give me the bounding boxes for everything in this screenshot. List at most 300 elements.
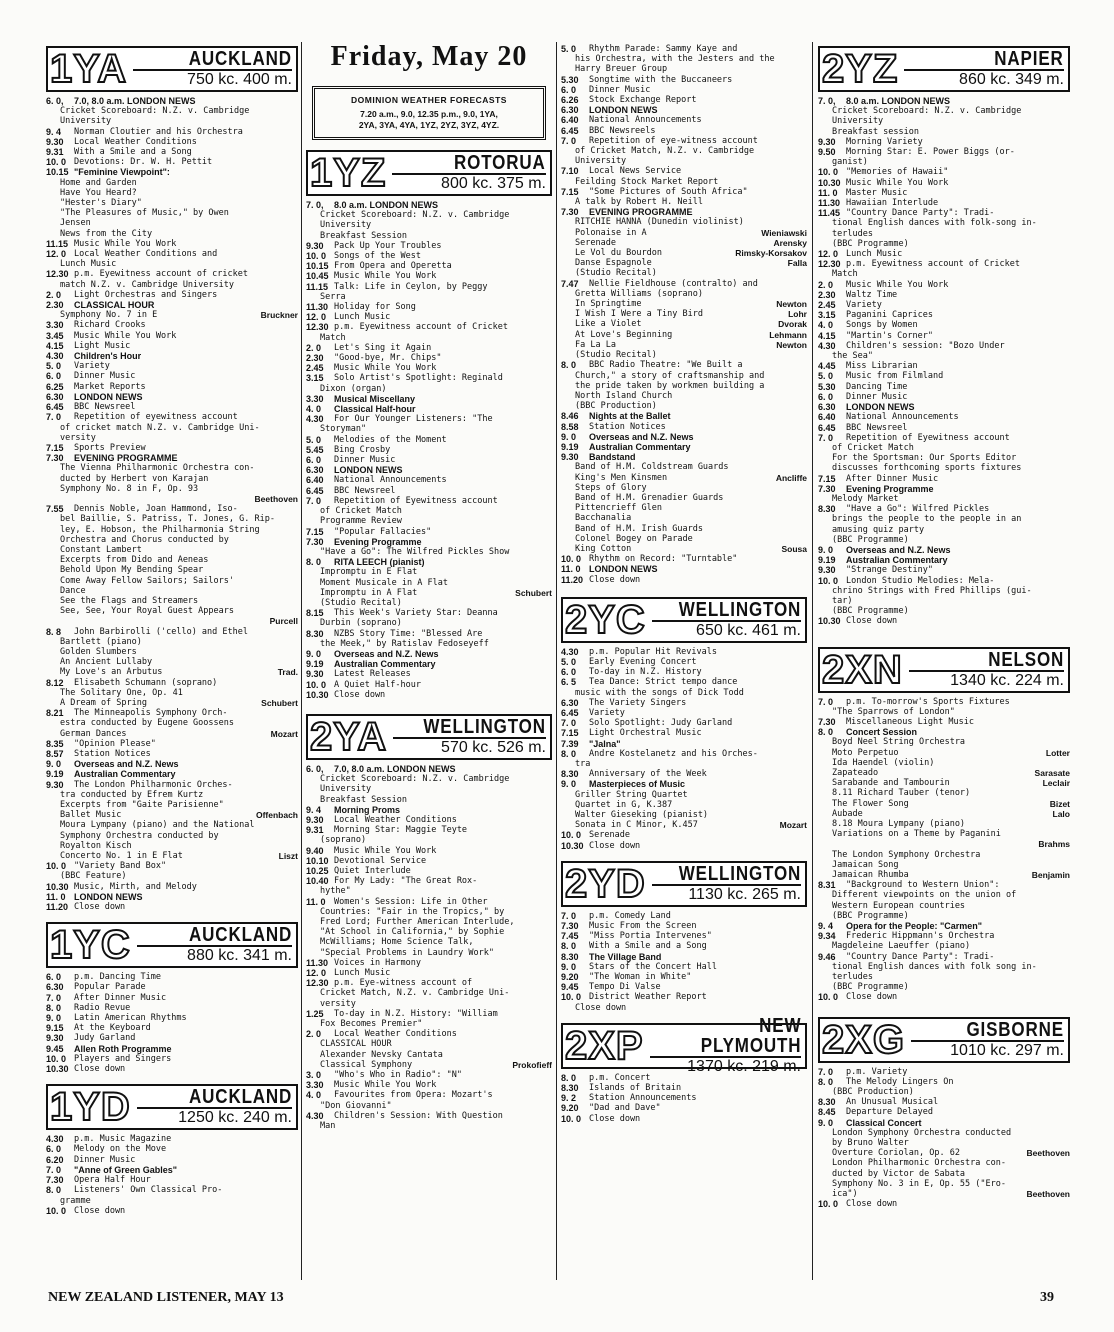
programme-time: 9.46 xyxy=(818,951,836,962)
programme-entry xyxy=(46,1155,298,1165)
callsign: 2YA xyxy=(310,714,388,759)
programme-time: 7.10 xyxy=(561,166,579,177)
programme-detail: Come Away Fellow Sailors; Sailors' xyxy=(60,575,234,586)
programme-entry xyxy=(561,992,807,1002)
programme-entry xyxy=(561,432,807,442)
programme-detail: Close down xyxy=(575,1002,627,1013)
page-number: 39 xyxy=(1040,1290,1054,1305)
programme-time: 11.20 xyxy=(561,574,584,585)
programme-title: EVENING PROGRAMME xyxy=(74,453,178,464)
programme-detail: the Sea" xyxy=(832,351,873,362)
programme-time: 10. 0 xyxy=(46,157,67,168)
programme-detail: (BBC Programme) xyxy=(832,606,909,617)
station-city: AUCKLAND xyxy=(188,924,292,947)
programme-title: "Background to Western Union": xyxy=(846,880,1000,891)
programme-entry xyxy=(46,708,298,718)
programme-detail: (BBC Production) xyxy=(832,1087,914,1098)
programme-title: Concert Session xyxy=(846,727,918,738)
piece-title: Fa La La xyxy=(575,339,616,350)
programme-title: Repetition of eye-witness account xyxy=(589,135,758,146)
programme-time: 9. 2 xyxy=(561,1093,577,1104)
programme-list-1yd xyxy=(46,1134,298,1216)
programme-title: Market Reports xyxy=(74,381,146,392)
programme-title: Repetition of Eyewitness account xyxy=(334,495,498,506)
programme-time: 9.50 xyxy=(818,147,836,158)
programme-title: Morning Star: E. Power Biggs (or- xyxy=(846,147,1015,158)
programme-entry xyxy=(306,414,552,424)
programme-detail: Moura Lympany (piano) and the National xyxy=(60,820,255,831)
programme-title: At the Keyboard xyxy=(74,1023,151,1034)
programme-title: Music While You Work xyxy=(334,271,437,282)
programme-title: Station Notices xyxy=(589,421,666,432)
programme-time: 8. 0 xyxy=(561,360,577,371)
programme-detail: CLASSICAL HOUR xyxy=(320,1039,392,1050)
programme-entry xyxy=(818,474,1070,484)
programme-time: 10. 0 xyxy=(46,1053,67,1064)
programme-detail: Ida Haendel (violin) xyxy=(832,757,935,768)
programme-time: 8. 0 xyxy=(818,727,834,738)
programme-time: 4.30 xyxy=(306,1110,324,1121)
programme-time: 8. 0 xyxy=(46,1002,62,1013)
programme-time: 10. 0 xyxy=(561,554,582,565)
programme-time: 9.31 xyxy=(306,825,324,836)
programme-time: 6.30 xyxy=(46,391,64,402)
programme-detail: Countries: "Fair in the Tropics," by xyxy=(320,906,505,917)
programme-detail: terludes xyxy=(832,972,873,983)
programme-detail: Fred Lord; Further American Interlude, xyxy=(320,917,515,927)
programme-list-1yz xyxy=(306,200,552,700)
programme-entry xyxy=(46,147,298,157)
programme-entry xyxy=(561,207,807,217)
programme-title: Morning Star: Maggie Teyte xyxy=(334,825,468,836)
programme-time: 7.30 xyxy=(561,921,579,932)
composer: Beethoven xyxy=(1026,1189,1070,1200)
programme-entry xyxy=(818,341,1070,351)
programme-time: 12.30 xyxy=(306,978,329,989)
programme-detail: Durbin (soprano) xyxy=(320,618,402,629)
composer: Leclair xyxy=(1042,778,1070,789)
piece-title: Zapateado xyxy=(832,767,879,778)
programme-time: 7. 0, xyxy=(306,200,324,210)
programme-time: 9. 4 xyxy=(306,804,322,815)
programme-title: Allen Roth Programme xyxy=(74,1043,172,1054)
station-banner-2ya xyxy=(306,714,552,760)
programme-entry xyxy=(46,96,298,106)
programme-time: 12.30 xyxy=(46,269,69,280)
station-city: GISBORNE xyxy=(966,1018,1064,1041)
composer: Beethoven xyxy=(1026,1148,1070,1159)
station-banner-1yz xyxy=(306,150,552,196)
programme-time: 8.30 xyxy=(561,1083,579,1094)
programme-title: To-day in N.Z. History: "William xyxy=(334,1008,498,1019)
programme-entry xyxy=(561,941,807,951)
composer: Newton xyxy=(776,339,807,350)
programme-title: BBC Newsreels xyxy=(589,125,656,136)
piece-title: Concerto No. 1 in E Flat xyxy=(60,851,183,862)
piece-title: My Love's an Arbutus xyxy=(60,667,163,678)
programme-time: 10. 0 xyxy=(561,992,582,1003)
programme-detail: Match xyxy=(832,269,858,280)
programme-entry xyxy=(306,394,552,404)
programme-list-2xp xyxy=(561,1073,807,1124)
programme-detail: Cricket Scoreboard: N.Z. v. Cambridge xyxy=(832,106,1022,117)
programme-detail: (BBC Feature) xyxy=(60,871,127,882)
programme-time: 10.45 xyxy=(306,271,329,282)
composer: Sarasate xyxy=(1034,767,1070,778)
programme-detail: Symphony No. 3 in E, Op. 55 ("Ero- xyxy=(832,1178,1006,1189)
programme-entry xyxy=(46,504,298,514)
station-frequency: 570 kc. 526 m. xyxy=(393,737,546,757)
programme-time: 8. 0 xyxy=(561,1072,577,1083)
programme-title: Opera Half Hour xyxy=(74,1175,151,1186)
programme-entry xyxy=(306,496,552,506)
programme-detail: tar) xyxy=(832,595,853,606)
station-frequency: 1130 kc. 265 m. xyxy=(652,884,801,904)
programme-title: The Variety Singers xyxy=(589,697,687,708)
station-frequency: 1340 kc. 224 m. xyxy=(909,670,1064,690)
programme-title: p.m. Popular Hit Revivals xyxy=(589,646,717,657)
programme-piece xyxy=(818,809,1070,819)
programme-entry xyxy=(306,815,552,825)
programme-detail: Variations on a Theme by Paganini xyxy=(832,829,1001,840)
programme-time: 9.19 xyxy=(46,769,64,780)
programme-piece xyxy=(818,768,1070,778)
programme-entry xyxy=(561,657,807,667)
programme-entry xyxy=(561,1093,807,1103)
programme-time: 4.45 xyxy=(818,361,836,372)
piece-title: Moto Perpetuo xyxy=(832,747,899,758)
programme-entry xyxy=(46,127,298,137)
programme-title: CLASSICAL HOUR xyxy=(74,300,155,311)
station-city: ROTORUA xyxy=(454,152,546,174)
programme-detail: amusing quiz party xyxy=(832,524,925,535)
programme-time: 6. 0 xyxy=(561,84,577,95)
programme-entry xyxy=(818,178,1070,188)
programme-entry xyxy=(306,353,552,363)
programme-entry xyxy=(46,300,298,310)
programme-title: "Dad and Dave" xyxy=(589,1103,661,1114)
programme-detail: London Philharmonic Orchestra con- xyxy=(832,1158,1006,1169)
programme-entry xyxy=(306,343,552,353)
composer: Ancliffe xyxy=(775,472,807,483)
programme-detail: "The Sparrows of London" xyxy=(832,706,955,717)
programme-piece xyxy=(561,820,807,830)
composer: Trad. xyxy=(277,667,298,678)
programme-time: 3.30 xyxy=(306,1080,324,1091)
programme-detail: An Ancient Lullaby xyxy=(60,657,153,668)
programme-title: Variety xyxy=(74,361,110,372)
station-frequency: 1370 kc. 219 m. xyxy=(650,1056,801,1076)
programme-title: LONDON NEWS xyxy=(74,891,143,902)
programme-title: Norman Cloutier and his Orchestra xyxy=(74,126,243,137)
programme-title: "The Woman in White" xyxy=(589,972,692,983)
programme-detail: "Have a Go": The Wilfred Pickles Show xyxy=(320,546,510,557)
programme-piece xyxy=(561,473,807,483)
programme-title: Close down xyxy=(334,689,386,700)
programme-title: The Minneapolis Symphony Orch- xyxy=(74,708,228,719)
programme-entry xyxy=(561,718,807,728)
programme-title: Australian Commentary xyxy=(74,769,176,780)
piece-title: I Wish I Were a Tiny Bird xyxy=(575,309,703,320)
programme-entry xyxy=(46,627,298,637)
composer: Arensky xyxy=(773,237,807,248)
programme-entry xyxy=(46,993,298,1003)
programme-detail: Colonel Bogey on Parade xyxy=(575,533,693,544)
composer: Rimsky-Korsakov xyxy=(735,248,807,259)
programme-title: p.m. Eyewitness account of cricket xyxy=(74,269,248,280)
programme-title: "Some Pictures of South Africa" xyxy=(589,186,748,197)
programme-entry xyxy=(306,825,552,835)
programme-entry xyxy=(46,320,298,330)
composer: Lehmann xyxy=(769,329,807,340)
programme-detail: University xyxy=(320,784,372,795)
programme-list-2yd xyxy=(561,911,807,1013)
programme-detail: Band of H.M. Coldstream Guards xyxy=(575,462,729,473)
programme-time: 6.30 xyxy=(561,697,579,708)
piece-title: Sonata in C Minor, K.457 xyxy=(575,820,698,831)
programme-title: Songs by Women xyxy=(846,320,918,331)
programme-detail: Golden Slumbers xyxy=(60,646,137,657)
station-banner-2xp xyxy=(561,1014,807,1075)
composer: Wieniawski xyxy=(761,227,807,238)
programme-title: Serenade xyxy=(589,830,630,841)
programme-title: Close down xyxy=(589,840,641,851)
programme-entry xyxy=(561,647,807,657)
programme-detail: (soprano) xyxy=(320,835,367,846)
programme-title: Bandstand xyxy=(589,452,636,463)
programme-title: Popular Parade xyxy=(74,982,146,993)
programme-time: 10. 0 xyxy=(306,679,327,690)
programme-time: 9.30 xyxy=(818,565,836,576)
programme-time: 7. 0 xyxy=(561,910,577,921)
programme-entry xyxy=(561,708,807,718)
programme-detail: "At School in California," by Sophie xyxy=(320,927,505,938)
composer: Lotter xyxy=(1045,747,1070,758)
programme-detail: tra conducted by Efrem Kurtz xyxy=(60,789,204,800)
programme-detail: Western European countries xyxy=(832,900,966,911)
programme-piece xyxy=(46,698,298,708)
programme-time: 6.45 xyxy=(46,402,64,413)
programme-time: 10.30 xyxy=(46,1064,69,1075)
programme-time: 8.30 xyxy=(818,504,836,515)
programme-entry xyxy=(306,251,552,261)
programme-title: Lunch Music xyxy=(846,249,903,260)
programme-title: Masterpieces of Music xyxy=(589,779,686,790)
programme-time: 10.25 xyxy=(306,865,329,876)
programme-title: Talk: Life in Ceylon, by Peggy xyxy=(334,281,488,292)
programme-entry xyxy=(306,805,552,815)
programme-time: 8. 0 xyxy=(818,1076,834,1087)
station-city: NEW PLYMOUTH xyxy=(700,1014,801,1057)
composer: Purcell xyxy=(269,616,298,627)
programme-detail: ley, E. Hobson, the Philharmonia String xyxy=(60,524,260,535)
programme-entry xyxy=(561,126,807,136)
programme-detail: Excerpts from Dido and Aeneas xyxy=(60,555,209,566)
programme-time: 10.30 xyxy=(306,689,329,700)
programme-detail: Dance xyxy=(60,585,86,596)
programme-title: Close down xyxy=(74,1064,126,1075)
programme-title: Music While You Work xyxy=(846,279,949,290)
station-city: AUCKLAND xyxy=(188,1086,292,1109)
programme-detail: "The Pleasures of Music," by Owen xyxy=(60,208,229,219)
piece-title: German Dances xyxy=(60,728,127,739)
programme-entry xyxy=(46,1023,298,1033)
programme-title: Sports Preview xyxy=(74,442,146,453)
programme-entry xyxy=(818,1199,1070,1209)
programme-entry xyxy=(818,310,1070,320)
programme-title: Music While You Work xyxy=(74,238,177,249)
programme-title: Nellie Fieldhouse (contralto) and xyxy=(589,278,758,289)
programme-time: 10. 0 xyxy=(46,861,67,872)
programme-time: 6. 0 xyxy=(306,455,322,466)
programme-entry xyxy=(46,1134,298,1144)
programme-entry xyxy=(46,861,298,871)
programme-title: Light Orchestras and Singers xyxy=(74,289,218,300)
programme-detail: Griller String Quartet xyxy=(575,789,688,800)
programme-title: p.m. Comedy Land xyxy=(589,910,671,921)
programme-entry xyxy=(818,331,1070,341)
programme-entry xyxy=(46,892,298,902)
programme-detail: tional English dances with folk-song in- xyxy=(832,218,1037,229)
programme-time: 11.15 xyxy=(306,281,329,292)
programme-detail: Cricket Scoreboard: N.Z. v. Cambridge xyxy=(320,774,510,785)
composer: Offenbach xyxy=(255,810,298,821)
programme-time: 4.30 xyxy=(561,646,579,657)
programme-entry xyxy=(818,433,1070,443)
programme-time: 6.20 xyxy=(46,1154,64,1165)
programme-title: Children's session: "Bozo Under xyxy=(846,340,1005,351)
programme-entry xyxy=(561,44,807,54)
programme-title: Music While You Work xyxy=(334,845,437,856)
programme-title: Opera for the People: "Carmen" xyxy=(846,921,983,932)
programme-entry xyxy=(306,968,552,978)
station-city: WELLINGTON xyxy=(678,598,801,621)
programme-title: 7.0, 8.0 a.m. LONDON NEWS xyxy=(74,96,196,106)
programme-entry xyxy=(46,972,298,982)
programme-title: Songtime with the Buccaneers xyxy=(589,74,733,85)
programme-entry xyxy=(46,453,298,463)
programme-time: 7.15 xyxy=(306,526,324,537)
programme-title: Tempo Di Valse xyxy=(589,982,661,993)
programme-entry xyxy=(561,575,807,585)
programme-entry xyxy=(306,1111,552,1121)
composer: Schubert xyxy=(261,697,298,708)
programme-title: The Melody Lingers On xyxy=(846,1076,954,1087)
programme-time: 2. 0 xyxy=(306,1029,322,1040)
programme-time: 3. 0 xyxy=(306,1070,322,1081)
programme-title: "Jalna" xyxy=(589,738,621,749)
piece-title: Overture Coriolan, Op. 62 xyxy=(832,1148,960,1159)
programme-detail: (Studio Recital) xyxy=(575,350,657,361)
programme-detail: Boyd Neel String Orchestra xyxy=(832,737,966,748)
programme-entry xyxy=(306,200,552,210)
programme-time: 9. 0 xyxy=(46,759,62,770)
programme-entry xyxy=(46,341,298,351)
programme-title: Bing Crosby xyxy=(334,444,391,455)
programme-piece xyxy=(818,1148,1070,1158)
programme-time: 9.45 xyxy=(561,982,579,993)
programme-title: p.m. Dancing Time xyxy=(74,972,161,983)
programme-title: Voices in Harmony xyxy=(334,957,421,968)
piece-title: Polonaise in A xyxy=(575,227,647,238)
programme-piece xyxy=(46,616,298,626)
programme-time: 12.30 xyxy=(818,259,841,270)
programme-title: "Miss Portia Intervenes" xyxy=(589,931,712,942)
programme-detail: of Cricket Match xyxy=(320,506,402,517)
programme-detail: Jensen xyxy=(60,218,91,229)
programme-entry xyxy=(818,208,1070,218)
programme-detail: (BBC Programme) xyxy=(832,982,909,993)
programme-entry xyxy=(818,1067,1070,1077)
programme-title: Elisabeth Schumann (soprano) xyxy=(74,677,218,688)
programme-entry xyxy=(306,680,552,690)
programme-entry xyxy=(46,759,298,769)
programme-entry xyxy=(818,717,1070,727)
programme-entry xyxy=(46,239,298,249)
programme-title: Rhythm on Record: "Turntable" xyxy=(589,554,738,565)
programme-title: For Our Younger Listeners: "The xyxy=(334,414,493,425)
programme-entry xyxy=(561,452,807,462)
programme-title: 8.0 a.m. LONDON NEWS xyxy=(334,200,439,210)
programme-time: 7. 0 xyxy=(306,495,322,506)
programme-time: 8.31 xyxy=(818,880,836,891)
composer: Dvorak xyxy=(778,319,807,330)
programme-title: p.m. Music Magazine xyxy=(74,1134,172,1145)
programme-entry xyxy=(46,1144,298,1154)
programme-time: 6.40 xyxy=(818,412,836,423)
composer: Bizet xyxy=(1049,798,1070,809)
programme-entry xyxy=(46,167,298,177)
programme-time: 7. 0 xyxy=(561,135,577,146)
programme-title: Local Weather Conditions and xyxy=(74,249,218,260)
programme-time: 6. 0 xyxy=(46,1144,62,1155)
programme-time: 2.45 xyxy=(818,300,836,311)
programme-title: Nights at the Ballet xyxy=(589,411,671,422)
programme-detail: (BBC Programme) xyxy=(832,534,909,545)
programme-detail: Serra xyxy=(320,291,346,302)
programme-detail: his Orchestra, with the Jesters and the xyxy=(575,54,775,65)
programme-time: 10.30 xyxy=(818,177,841,188)
programme-entry xyxy=(306,876,552,886)
programme-title: p.m. Variety xyxy=(846,1066,908,1077)
programme-time: 4.15 xyxy=(46,340,64,351)
programme-entry xyxy=(46,902,298,912)
programme-time: 2. 0 xyxy=(46,289,62,300)
programme-entry xyxy=(818,952,1070,962)
programme-time: 9.19 xyxy=(818,555,836,566)
programme-detail: Impromptu in E Flat xyxy=(320,567,418,578)
programme-title: To-day in N.Z. History xyxy=(589,667,702,678)
programme-entry xyxy=(306,608,552,618)
programme-entry xyxy=(818,576,1070,586)
programme-entry xyxy=(306,690,552,700)
programme-time: 9.30 xyxy=(46,1033,64,1044)
programme-detail: Home and Garden xyxy=(60,177,137,188)
programme-entry xyxy=(306,659,552,669)
programme-entry xyxy=(306,1070,552,1080)
weather-title: DOMINION WEATHER FORECASTS xyxy=(351,95,507,105)
programme-detail: Breakfast Session xyxy=(320,230,407,241)
station-banner-2xg xyxy=(818,1017,1070,1063)
programme-detail: Breakfast session xyxy=(832,126,919,137)
programme-detail: tional English dances with folk song in- xyxy=(832,961,1037,972)
programme-entry xyxy=(46,371,298,381)
programme-entry xyxy=(306,897,552,907)
programme-entry xyxy=(818,259,1070,269)
programme-time: 3.30 xyxy=(46,320,64,331)
programme-detail: "Hester's Diary" xyxy=(60,198,142,209)
programme-detail: London Symphony Orchestra conducted xyxy=(832,1127,1012,1138)
